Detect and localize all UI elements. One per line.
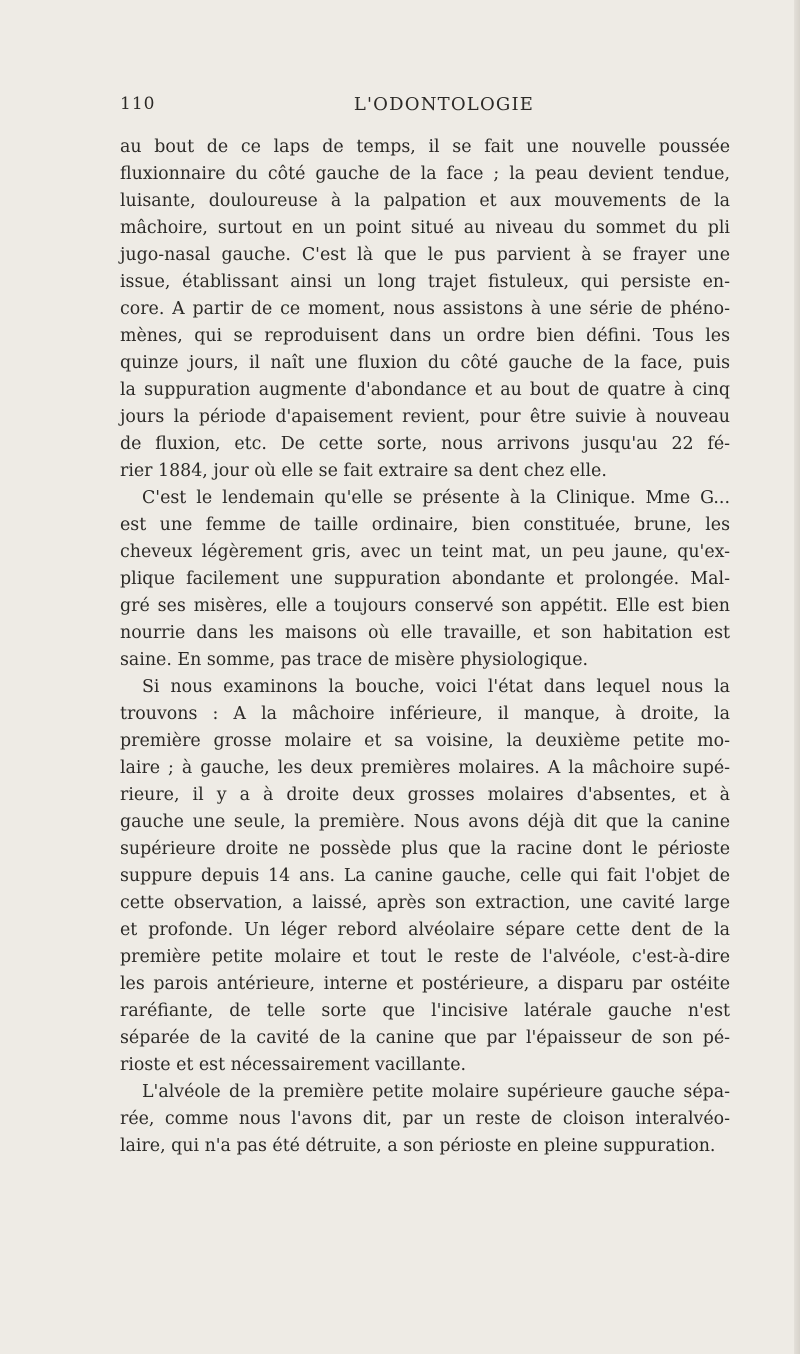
text-line: rioste et est nécessairement vacillante. <box>120 1055 467 1075</box>
text-line: issue, établissant ainsi un long trajet fistuleux, qui persiste en- <box>120 272 730 292</box>
text-line: L'alvéole de la première petite molaire supérieure gauche sépa- <box>142 1082 730 1102</box>
text-line: première grosse molaire et sa voisine, la deuxième petite mo- <box>120 731 730 751</box>
text-line: quinze jours, il naît une fluxion du côté gauche de la face, puis <box>120 353 730 373</box>
text-line: trouvons : A la mâchoire inférieure, il manque, à droite, la <box>120 704 730 724</box>
text-line: suppure depuis 14 ans. La canine gauche, celle qui fait l'objet de <box>120 866 730 886</box>
text-line: gauche une seule, la première. Nous avons déjà dit que la canine <box>120 812 730 832</box>
text-line: core. A partir de ce moment, nous assistons à une série de phéno- <box>120 299 730 319</box>
text-line: de fluxion, etc. De cette sorte, nous arrivons jusqu'au 22 fé- <box>120 434 730 454</box>
text-line: jours la période d'apaisement revient, pour être suivie à nouveau <box>120 407 730 427</box>
text-line: cheveux légèrement gris, avec un teint mat, un peu jaune, qu'ex- <box>120 542 730 562</box>
text-line: séparée de la cavité de la canine que par l'épaisseur de son pé- <box>120 1028 730 1048</box>
text-line: Si nous examinons la bouche, voici l'état dans lequel nous la <box>142 677 730 697</box>
text-line: luisante, douloureuse à la palpation et aux mouvements de la <box>120 191 730 211</box>
text-line: supérieure droite ne possède plus que la racine dont le périoste <box>120 839 730 859</box>
text-line: mènes, qui se reproduisent dans un ordre bien défini. Tous les <box>120 326 730 346</box>
text-line: jugo-nasal gauche. C'est là que le pus parvient à se frayer une <box>120 245 730 265</box>
text-line: saine. En somme, pas trace de misère physiologique. <box>120 650 589 670</box>
text-line: gré ses misères, elle a toujours conservé son appétit. Elle est bien <box>120 596 730 616</box>
text-line: rée, comme nous l'avons dit, par un reste de cloison interalvéo- <box>120 1109 730 1129</box>
text-line: la suppuration augmente d'abondance et au bout de quatre à cinq <box>120 380 730 400</box>
text-line: et profonde. Un léger rebord alvéolaire sépare cette dent de la <box>120 920 730 940</box>
page-edge <box>794 0 800 1354</box>
text-line: cette observation, a laissé, après son extraction, une cavité large <box>120 893 730 913</box>
text-line: C'est le lendemain qu'elle se présente à la Clinique. Mme G... <box>142 488 730 508</box>
text-line: est une femme de taille ordinaire, bien constituée, brune, les <box>120 515 730 535</box>
page-number: 110 <box>120 94 156 114</box>
text-line: fluxionnaire du côté gauche de la face ; la peau devient tendue, <box>120 164 730 184</box>
text-line: nourrie dans les maisons où elle travaille, et son habitation est <box>120 623 730 643</box>
text-line: rieure, il y a à droite deux grosses molaires d'absentes, et à <box>120 785 730 805</box>
text-line: au bout de ce laps de temps, il se fait une nouvelle poussée <box>120 137 730 157</box>
running-title: L'ODONTOLOGIE <box>353 94 535 115</box>
text-line: laire ; à gauche, les deux premières molaires. A la mâchoire supé- <box>120 758 730 778</box>
text-line: plique facilement une suppuration abondante et prolongée. Mal- <box>120 569 730 589</box>
text-line: les parois antérieure, interne et postérieure, a disparu par ostéite <box>120 974 730 994</box>
page-header <box>120 94 730 120</box>
text-line: rier 1884, jour où elle se fait extraire sa dent chez elle. <box>120 461 607 481</box>
text-line: première petite molaire et tout le reste de l'alvéole, c'est-à-dire <box>120 947 730 967</box>
text-line: laire, qui n'a pas été détruite, a son périoste en pleine suppuration. <box>120 1136 716 1156</box>
text-line: raréfiante, de telle sorte que l'incisive latérale gauche n'est <box>120 1001 730 1021</box>
body-text <box>120 134 730 1160</box>
text-line: mâchoire, surtout en un point situé au niveau du sommet du pli <box>120 218 730 238</box>
